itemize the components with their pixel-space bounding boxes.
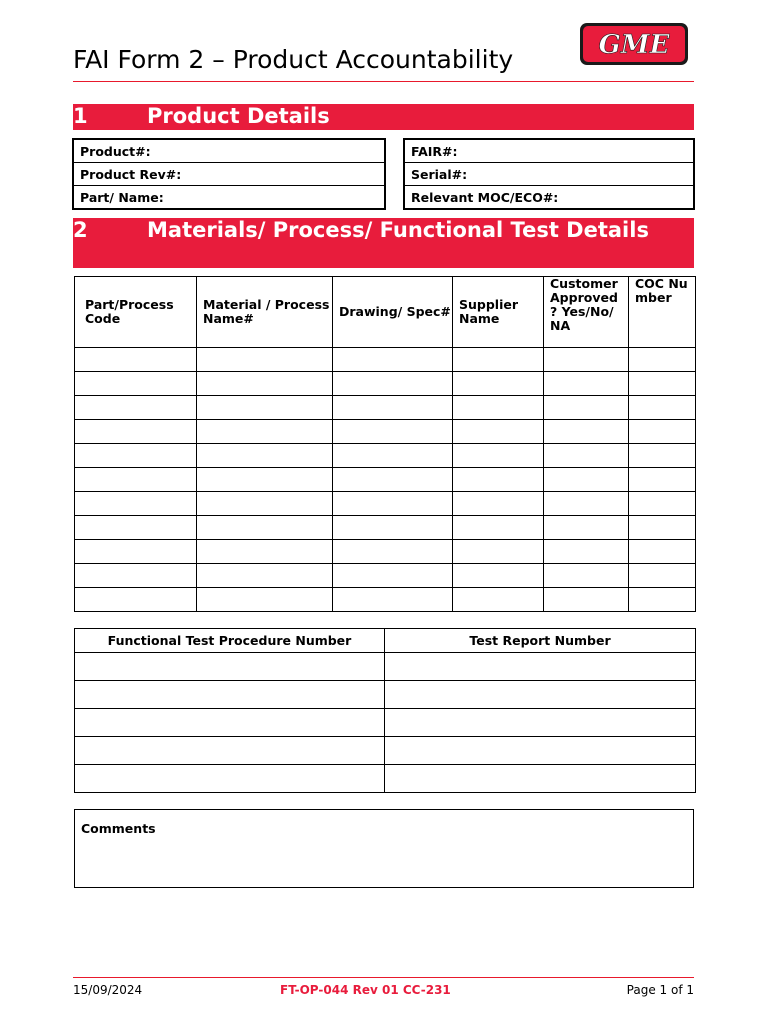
- materials-cell[interactable]: [629, 492, 696, 516]
- materials-cell[interactable]: [333, 372, 453, 396]
- materials-row: [75, 468, 696, 492]
- functional-test-cell[interactable]: [385, 709, 696, 737]
- materials-cell[interactable]: [629, 516, 696, 540]
- functional-test-cell[interactable]: [385, 681, 696, 709]
- col-drawing-spec: Drawing/ Spec#: [333, 277, 453, 348]
- materials-cell[interactable]: [75, 492, 197, 516]
- materials-cell[interactable]: [75, 348, 197, 372]
- materials-table: [74, 276, 696, 612]
- materials-cell[interactable]: [197, 348, 333, 372]
- materials-cell[interactable]: [629, 372, 696, 396]
- col-functional-test-procedure: Functional Test Procedure Number: [75, 629, 385, 653]
- materials-cell[interactable]: [544, 516, 629, 540]
- materials-cell[interactable]: [453, 564, 544, 588]
- materials-cell[interactable]: [629, 420, 696, 444]
- materials-cell[interactable]: [453, 444, 544, 468]
- materials-cell[interactable]: [453, 540, 544, 564]
- comments-label: Comments: [81, 821, 156, 836]
- materials-cell[interactable]: [544, 564, 629, 588]
- materials-row: [75, 492, 696, 516]
- functional-test-cell[interactable]: [385, 765, 696, 793]
- materials-row: [75, 372, 696, 396]
- section-2-number: 2: [73, 218, 88, 242]
- field-product-rev: Product Rev#:: [73, 163, 385, 186]
- materials-cell[interactable]: [333, 396, 453, 420]
- materials-cell[interactable]: [197, 492, 333, 516]
- materials-cell[interactable]: [197, 372, 333, 396]
- col-coc-number: COC Number: [629, 277, 696, 348]
- field-product: Product#:: [73, 139, 385, 163]
- col-test-report-number: Test Report Number: [385, 629, 696, 653]
- materials-cell[interactable]: [333, 444, 453, 468]
- materials-cell[interactable]: [197, 588, 333, 612]
- footer-divider: [73, 977, 694, 978]
- materials-cell[interactable]: [544, 348, 629, 372]
- materials-cell[interactable]: [197, 444, 333, 468]
- functional-test-cell[interactable]: [75, 681, 385, 709]
- page-title: FAI Form 2 – Product Accountability: [73, 45, 514, 74]
- materials-cell[interactable]: [544, 540, 629, 564]
- functional-test-cell[interactable]: [385, 653, 696, 681]
- section-2-header: [73, 218, 694, 268]
- materials-cell[interactable]: [544, 468, 629, 492]
- materials-cell[interactable]: [544, 492, 629, 516]
- materials-cell[interactable]: [75, 468, 197, 492]
- materials-cell[interactable]: [453, 396, 544, 420]
- materials-cell[interactable]: [75, 516, 197, 540]
- materials-cell[interactable]: [333, 348, 453, 372]
- materials-row: [75, 564, 696, 588]
- functional-test-cell[interactable]: [75, 709, 385, 737]
- functional-test-cell[interactable]: [75, 653, 385, 681]
- materials-cell[interactable]: [453, 468, 544, 492]
- materials-cell[interactable]: [453, 372, 544, 396]
- col-material-process-name: Material / Process Name#: [197, 277, 333, 348]
- functional-test-row: [75, 765, 696, 793]
- col-part-process-code: Part/Process Code: [75, 277, 197, 348]
- materials-cell[interactable]: [453, 420, 544, 444]
- field-fair: FAIR#:: [404, 139, 694, 163]
- materials-header-row: [75, 277, 696, 348]
- materials-cell[interactable]: [333, 420, 453, 444]
- materials-cell[interactable]: [544, 444, 629, 468]
- footer-page: Page 1 of 1: [626, 983, 694, 997]
- materials-cell[interactable]: [75, 588, 197, 612]
- field-part-name: Part/ Name:: [73, 186, 385, 210]
- product-details-left-table: [72, 138, 386, 210]
- materials-cell[interactable]: [453, 516, 544, 540]
- materials-cell[interactable]: [333, 564, 453, 588]
- section-1-number: 1: [73, 104, 88, 128]
- comments-box[interactable]: [74, 809, 694, 888]
- materials-cell[interactable]: [333, 468, 453, 492]
- materials-cell[interactable]: [544, 372, 629, 396]
- materials-row: [75, 540, 696, 564]
- materials-row: [75, 420, 696, 444]
- materials-cell[interactable]: [75, 396, 197, 420]
- col-customer-approved: Customer Approved ? Yes/No/ NA: [544, 277, 629, 348]
- functional-test-header-row: [75, 629, 696, 653]
- materials-cell[interactable]: [629, 540, 696, 564]
- functional-test-row: [75, 737, 696, 765]
- materials-cell[interactable]: [197, 420, 333, 444]
- materials-cell[interactable]: [629, 468, 696, 492]
- materials-row: [75, 444, 696, 468]
- footer-date: 15/09/2024: [73, 983, 143, 997]
- functional-test-cell[interactable]: [385, 737, 696, 765]
- materials-cell[interactable]: [75, 372, 197, 396]
- materials-cell[interactable]: [75, 420, 197, 444]
- section-1-header: [73, 104, 694, 130]
- header-divider: [73, 81, 694, 82]
- materials-cell[interactable]: [333, 540, 453, 564]
- materials-row: [75, 348, 696, 372]
- functional-test-row: [75, 681, 696, 709]
- materials-cell[interactable]: [544, 396, 629, 420]
- functional-test-row: [75, 709, 696, 737]
- materials-cell[interactable]: [197, 540, 333, 564]
- gme-logo: [579, 22, 689, 66]
- product-details-right-table: [403, 138, 695, 210]
- materials-cell[interactable]: [629, 588, 696, 612]
- materials-cell[interactable]: [197, 516, 333, 540]
- materials-cell[interactable]: [75, 540, 197, 564]
- materials-cell[interactable]: [629, 396, 696, 420]
- materials-cell[interactable]: [453, 348, 544, 372]
- section-2-title: Materials/ Process/ Functional Test Details: [147, 218, 649, 242]
- materials-cell[interactable]: [629, 564, 696, 588]
- materials-cell[interactable]: [544, 588, 629, 612]
- materials-cell[interactable]: [544, 420, 629, 444]
- materials-cell[interactable]: [75, 564, 197, 588]
- materials-cell[interactable]: [75, 444, 197, 468]
- materials-cell[interactable]: [333, 588, 453, 612]
- materials-cell[interactable]: [453, 588, 544, 612]
- materials-cell[interactable]: [453, 492, 544, 516]
- materials-cell[interactable]: [629, 444, 696, 468]
- functional-test-cell[interactable]: [75, 737, 385, 765]
- materials-cell[interactable]: [333, 492, 453, 516]
- field-serial: Serial#:: [404, 163, 694, 186]
- functional-test-table: [74, 628, 696, 793]
- materials-cell[interactable]: [629, 348, 696, 372]
- materials-row: [75, 396, 696, 420]
- footer-doc-ref: FT-OP-044 Rev 01 CC-231: [280, 983, 451, 997]
- field-moc-eco: Relevant MOC/ECO#:: [404, 186, 694, 210]
- logo-text: GME: [598, 30, 670, 60]
- materials-cell[interactable]: [197, 468, 333, 492]
- functional-test-cell[interactable]: [75, 765, 385, 793]
- col-supplier-name: Supplier Name: [453, 277, 544, 348]
- section-1-title: Product Details: [147, 104, 330, 128]
- materials-cell[interactable]: [197, 396, 333, 420]
- materials-cell[interactable]: [333, 516, 453, 540]
- materials-row: [75, 516, 696, 540]
- materials-row: [75, 588, 696, 612]
- materials-cell[interactable]: [197, 564, 333, 588]
- functional-test-row: [75, 653, 696, 681]
